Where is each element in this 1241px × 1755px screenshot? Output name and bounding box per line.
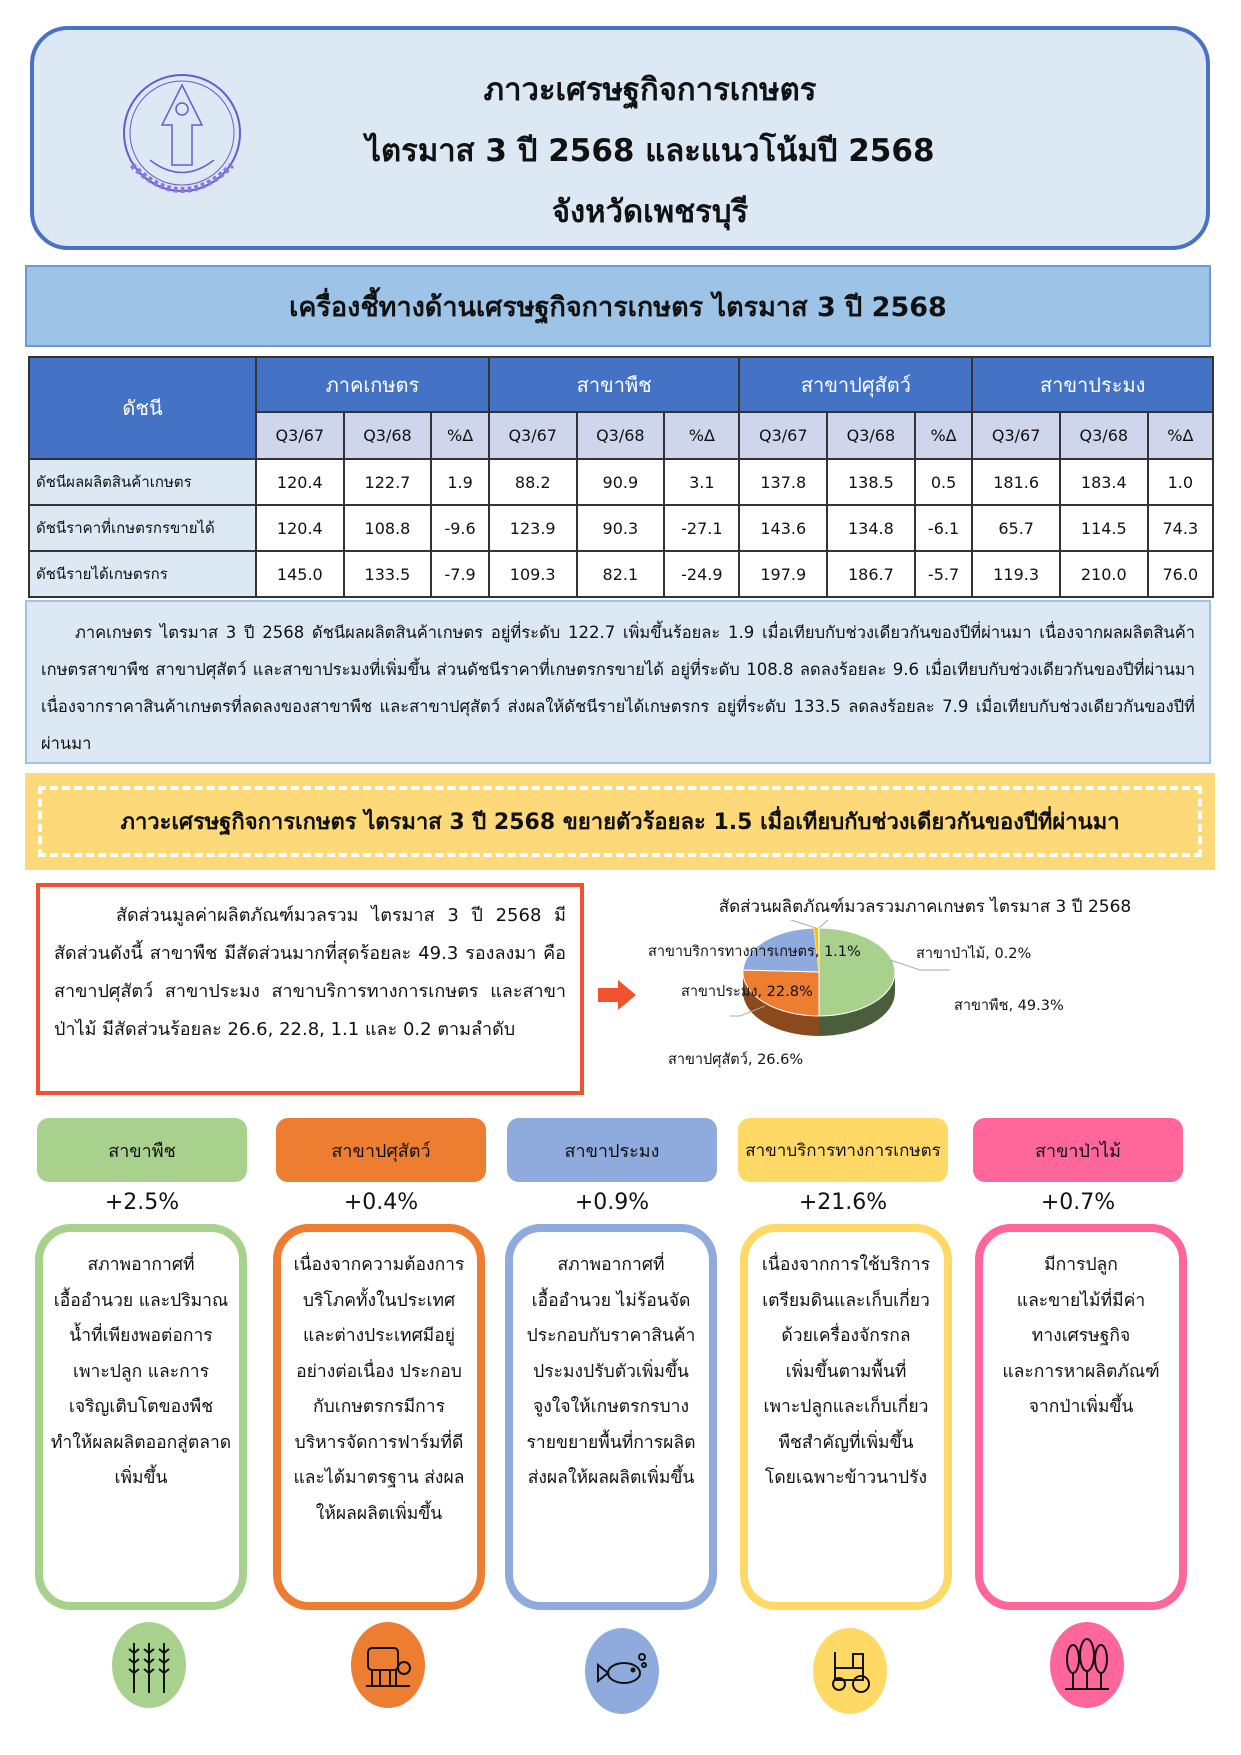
card-line: ประกอบกับราคาสินค้า	[526, 1326, 696, 1346]
card-line: อย่างต่อเนื่อง ประกอบ	[296, 1361, 462, 1382]
table-cell: 90.9	[577, 459, 665, 505]
index-column-header: ดัชนี	[29, 357, 256, 459]
table-cell: 109.3	[489, 551, 577, 597]
table-cell: -7.9	[431, 551, 489, 597]
card-line: เพิ่มขึ้น	[114, 1468, 168, 1488]
card-line: พืชสำคัญที่เพิ่มขึ้น	[778, 1432, 914, 1453]
growth-callout-text: ภาวะเศรษฐกิจการเกษตร ไตรมาส 3 ปี 2568 ขยายตัวร้อยละ 1.5 เมื่อเทียบกับช่วงเดียวกันของปีที่ผ่านมา	[38, 786, 1202, 857]
card-line: สภาพอากาศที่	[557, 1255, 665, 1275]
card-line: และการหาผลิตภัณฑ์	[1002, 1361, 1160, 1382]
card-line: ด้วยเครื่องจักรกล	[781, 1326, 911, 1346]
card-line: จูงใจให้เกษตรกรบาง	[532, 1397, 690, 1417]
sector-change-livestock: +0.4%	[343, 1190, 419, 1215]
card-line: เพาะปลูกและเก็บเกี่ยว	[763, 1397, 929, 1417]
sector-header-fishery: สาขาประมง	[507, 1118, 717, 1182]
sub-header: %Δ	[664, 412, 739, 459]
card-line: บริหารจัดการฟาร์มที่ดี	[294, 1432, 464, 1453]
table-cell: 1.0	[1148, 459, 1213, 505]
sub-header: %Δ	[915, 412, 973, 459]
table-cell: -24.9	[664, 551, 739, 597]
indicators-table	[28, 356, 1214, 598]
card-line: เนื่องจากความต้องการ	[293, 1255, 465, 1275]
title-line-2: ไตรมาส 3 ปี 2568 และแนวโน้มปี 2568	[365, 133, 935, 169]
table-cell: 74.3	[1148, 505, 1213, 551]
table-cell: 197.9	[739, 551, 827, 597]
table-cell: 186.7	[827, 551, 915, 597]
pie-chart-title: สัดส่วนผลิตภัณฑ์มวลรวมภาคเกษตร ไตรมาส 3 ปี 2568	[718, 897, 1132, 917]
sub-header: Q3/67	[739, 412, 827, 459]
sector-header-forestry: สาขาป่าไม้	[973, 1118, 1183, 1182]
table-cell: -5.7	[915, 551, 973, 597]
sub-header: %Δ	[1148, 412, 1213, 459]
row-label: ดัชนีรายได้เกษตรกร	[29, 551, 256, 597]
tractor-icon	[813, 1628, 887, 1714]
table-cell: 3.1	[664, 459, 739, 505]
gdp-share-textbox	[36, 883, 584, 1095]
table-cell: 114.5	[1060, 505, 1148, 551]
table-cell: 145.0	[256, 551, 344, 597]
sub-header: %Δ	[431, 412, 489, 459]
card-line: เจริญเติบโตของพืช	[68, 1397, 214, 1417]
table-cell: -27.1	[664, 505, 739, 551]
sub-header: Q3/67	[256, 412, 344, 459]
row-label: ดัชนีผลผลิตสินค้าเกษตร	[29, 459, 256, 505]
table-cell: 133.5	[344, 551, 432, 597]
fish-icon	[585, 1628, 659, 1714]
row-label: ดัชนีราคาที่เกษตรกรขายได้	[29, 505, 256, 551]
table-cell: 137.8	[739, 459, 827, 505]
card-line: และต่างประเทศมีอยู่	[303, 1326, 455, 1346]
card-line: เนื่องจากการใช้บริการ	[761, 1255, 931, 1275]
card-line: กับเกษตรกรมีการ	[313, 1397, 445, 1417]
sector-card-livestock	[273, 1224, 485, 1610]
cow-icon	[351, 1622, 425, 1708]
group-header-agriculture: ภาคเกษตร	[256, 357, 489, 412]
card-line: ประมงปรับตัวเพิ่มขึ้น	[533, 1361, 689, 1382]
report-title	[300, 60, 1000, 243]
table-cell: 210.0	[1060, 551, 1148, 597]
table-row-income-index	[29, 551, 1213, 597]
table-cell: 88.2	[489, 459, 577, 505]
pie-label-services: สาขาบริการทางการเกษตร, 1.1%	[648, 944, 861, 960]
card-line: โดยเฉพาะข้าวนาปรัง	[764, 1468, 928, 1488]
title-line-1: ภาวะเศรษฐกิจการเกษตร	[483, 72, 817, 108]
office-seal-logo	[110, 65, 272, 225]
pie-label-crops: สาขาพืช, 49.3%	[954, 998, 1064, 1014]
card-line: เอื้ออำนวย และปริมาณ	[53, 1290, 229, 1311]
table-cell: -6.1	[915, 505, 973, 551]
sub-header: Q3/68	[1060, 412, 1148, 459]
sector-change-fishery: +0.9%	[574, 1190, 650, 1215]
card-line: บริโภคทั้งในประเทศ	[302, 1290, 456, 1311]
card-line: ทางเศรษฐกิจ	[1031, 1326, 1131, 1346]
card-line: และขายไม้ที่มีค่า	[1016, 1290, 1146, 1311]
table-cell: 122.7	[344, 459, 432, 505]
card-line: ทำให้ผลผลิตออกสู่ตลาด	[50, 1432, 232, 1453]
summary-paragraph: ภาคเกษตร ไตรมาส 3 ปี 2568 ดัชนีผลผลิตสินค้าเกษตร อยู่ที่ระดับ 122.7 เพิ่มขึ้นร้อยละ 1.9 เมื่อเทียบกับช่วงเดียวกันของปีที่ผ่านมา เนื่องจากผลผลิตสินค้าเกษตรสาขาพืช สาขาปศุสัตว์ และสาขาประมงที่เพิ่มขึ้น ส่วนดัชนีราคาที่เกษตรกรขายได้ อยู่ที่ระดับ 108.8 ลดลงร้อยละ 9.6 เมื่อเทียบกับช่วงเดียวกันของปีที่ผ่านมา เนื่องจากราคาสินค้าเกษตรที่ลดลงของสาขาพืช และสาขาปศุสัตว์ ส่งผลให้ดัชนีรายได้เกษตรกร อยู่ที่ระดับ 133.5 ลดลงร้อยละ 7.9 เมื่อเทียบกับช่วงเดียวกันของปีที่ผ่านมา	[25, 600, 1211, 764]
table-cell: 76.0	[1148, 551, 1213, 597]
pie-label-fishery: สาขาประมง, 22.8%	[681, 984, 813, 1000]
sector-change-crops: +2.5%	[104, 1190, 180, 1215]
sector-card-services	[740, 1224, 952, 1610]
trees-icon	[1050, 1622, 1124, 1708]
indicators-banner: เครื่องชี้ทางด้านเศรษฐกิจการเกษตร ไตรมาส 3 ปี 2568	[25, 265, 1211, 347]
sub-header: Q3/68	[344, 412, 432, 459]
sector-header-livestock: สาขาปศุสัตว์	[276, 1118, 486, 1182]
table-cell: -9.6	[431, 505, 489, 551]
card-line: ส่งผลให้ผลผลิตเพิ่มขึ้น	[527, 1468, 695, 1488]
sector-change-forestry: +0.7%	[1040, 1190, 1116, 1215]
table-row-production-index	[29, 459, 1213, 505]
card-line: ให้ผลผลิตเพิ่มขึ้น	[315, 1503, 443, 1524]
growth-callout	[25, 773, 1215, 870]
table-cell: 183.4	[1060, 459, 1148, 505]
card-line: สภาพอากาศที่	[87, 1255, 195, 1275]
card-line: มีการปลูก	[1044, 1255, 1118, 1275]
sub-header: Q3/68	[577, 412, 665, 459]
table-cell: 1.9	[431, 459, 489, 505]
card-line: จากป่าเพิ่มขึ้น	[1028, 1397, 1134, 1417]
sector-card-forestry	[975, 1224, 1187, 1610]
sub-header: Q3/68	[827, 412, 915, 459]
table-cell: 181.6	[972, 459, 1060, 505]
sector-header-services: สาขาบริการทางการเกษตร	[738, 1118, 948, 1182]
table-cell: 119.3	[972, 551, 1060, 597]
group-header-crops: สาขาพืช	[489, 357, 740, 412]
group-header-livestock: สาขาปศุสัตว์	[739, 357, 972, 412]
sector-header-crops: สาขาพืช	[37, 1118, 247, 1182]
table-cell: 120.4	[256, 505, 344, 551]
card-line: เพิ่มขึ้นตามพื้นที่	[785, 1361, 907, 1382]
card-line: เอื้ออำนวย ไม่ร้อนจัด	[531, 1290, 691, 1311]
sub-header: Q3/67	[972, 412, 1060, 459]
table-cell: 134.8	[827, 505, 915, 551]
table-cell: 123.9	[489, 505, 577, 551]
gdp-share-text: สัดส่วนมูลค่าผลิตภัณฑ์มวลรวม ไตรมาส 3 ปี 2568 มีสัดส่วนดังนี้ สาขาพืช มีสัดส่วนมากที่สุดร้อยละ 49.3 รองลงมา คือ สาขาปศุสัตว์ สาขาประมง สาขาบริการทางการเกษตร และสาขาป่าไม้ มีสัดส่วนร้อยละ 26.6, 22.8, 1.1 และ 0.2 ตามลำดับ	[54, 905, 566, 1040]
table-cell: 108.8	[344, 505, 432, 551]
table-row-price-index	[29, 505, 1213, 551]
table-cell: 138.5	[827, 459, 915, 505]
card-line: เพาะปลูก และการ	[73, 1361, 209, 1382]
table-cell: 143.6	[739, 505, 827, 551]
group-header-fishery: สาขาประมง	[972, 357, 1213, 412]
table-cell: 120.4	[256, 459, 344, 505]
pie-label-forestry: สาขาป่าไม้, 0.2%	[916, 946, 1032, 962]
table-cell: 90.3	[577, 505, 665, 551]
title-line-3: จังหวัดเพชรบุรี	[551, 194, 749, 230]
card-line: และได้มาตรฐาน ส่งผล	[293, 1468, 465, 1488]
sub-header: Q3/67	[489, 412, 577, 459]
card-line: รายขยายพื้นที่การผลิต	[526, 1432, 696, 1453]
table-cell: 0.5	[915, 459, 973, 505]
sector-card-crops	[35, 1224, 247, 1610]
wheat-icon	[112, 1622, 186, 1708]
sector-change-services: +21.6%	[798, 1190, 888, 1215]
card-line: เตรียมดินและเก็บเกี่ยว	[762, 1290, 930, 1311]
pie-label-livestock: สาขาปศุสัตว์, 26.6%	[668, 1052, 804, 1068]
table-cell: 82.1	[577, 551, 665, 597]
card-line: น้ำที่เพียงพอต่อการ	[69, 1326, 213, 1346]
table-cell: 65.7	[972, 505, 1060, 551]
sector-card-fishery	[505, 1224, 717, 1610]
